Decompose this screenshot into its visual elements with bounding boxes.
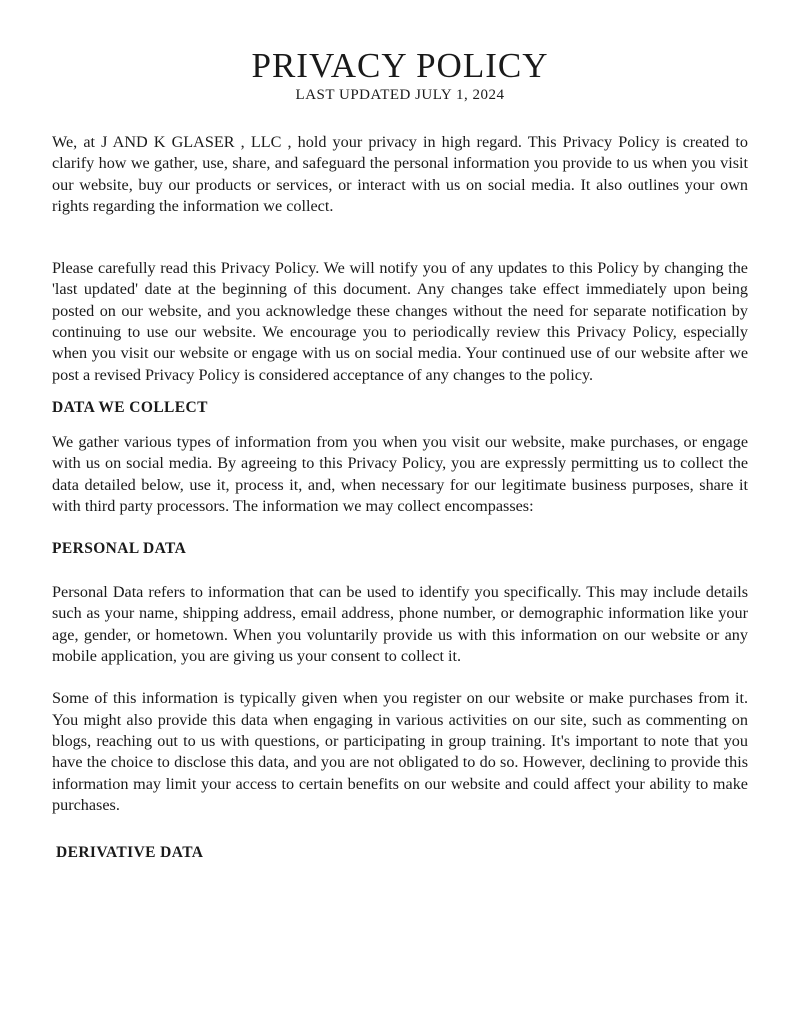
personal-data-paragraph: Some of this information is typically given when you register on our website or make purchases from it. You might also provide this data when engaging in various activities on our site, such as commenting on blogs, reaching out to us with questions, or participating in group training. It's important to note that you have the choice to disclose this data, and you are not obligated to do so. However, declining to provide this information may limit your access to certain benefits on our website and could affect your ability to make purchases. (52, 689, 748, 814)
notice-paragraph: Please carefully read this Privacy Policy. We will notify you of any updates to this Policy by changing the 'last updated' date at the beginning of this document. Any changes take effect immediately upon being posted on our website, and you acknowledge these changes without the need for separate notification by continuing to use our website. We encourage you to periodically review this Privacy Policy, especially when you visit our website or engage with us on social media. Your continued use of our website after we post a revised Privacy Policy is considered acceptance of any changes to the policy. (52, 259, 748, 384)
section-heading-personal-data: PERSONAL DATA (52, 540, 187, 558)
intro-paragraph: We, at J AND K GLASER , LLC , hold your privacy in high regard. This Privacy Policy is created to clarify how we gather, use, share, and safeguard the personal information you provide to us when you visit our website, buy our products or services, or interact with us on social media. It also outlines your own rights regarding the information we collect. (52, 133, 748, 215)
data-we-collect-paragraph: We gather various types of information from you when you visit our website, make purchases, or engage with us on social media. By agreeing to this Privacy Policy, you are expressly permitting us to collect the data detailed below, use it, process it, and, when necessary for our legitimate business purposes, share it with third party processors. The information we may collect encompasses: (52, 432, 748, 515)
personal-data-paragraph: Personal Data refers to information that can be used to identify you specifically. This may include details such as your name, shipping address, email address, phone number, or demographic information like your age, gender, or hometown. When you voluntarily provide us with this information on our website or any mobile application, you are giving us your consent to collect it. (52, 583, 748, 666)
section-heading-data-we-collect: DATA WE COLLECT (52, 398, 208, 416)
page-title: PRIVACY POLICY (251, 46, 549, 85)
last-updated-date: LAST UPDATED JULY 1, 2024 (295, 87, 505, 103)
section-heading-derivative-data: DERIVATIVE DATA (56, 844, 204, 862)
